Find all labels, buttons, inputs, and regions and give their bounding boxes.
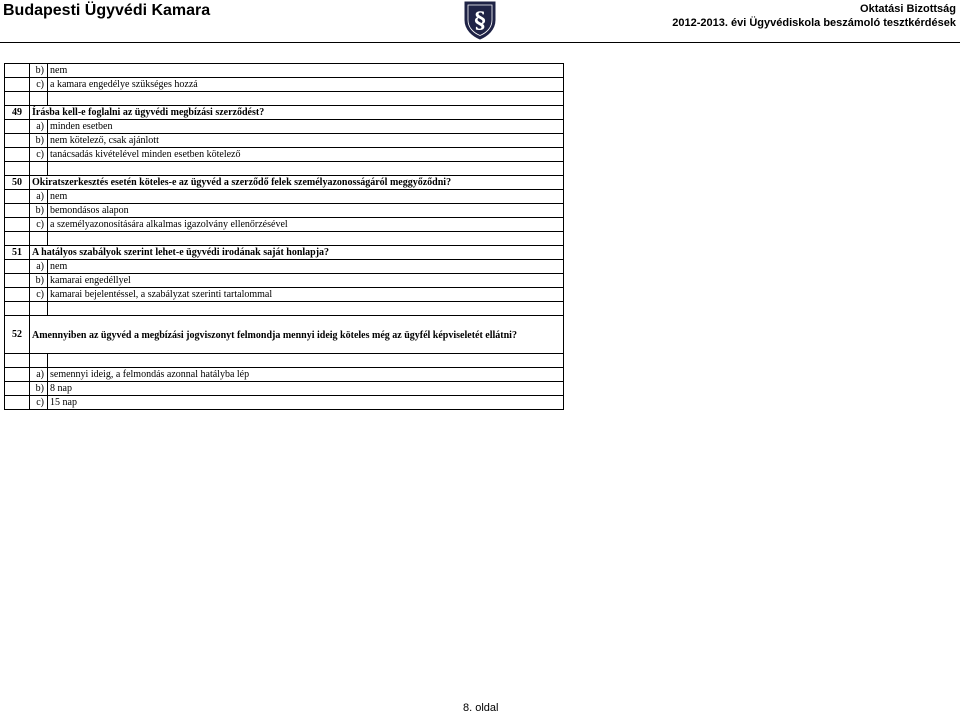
option-letter: c)	[30, 148, 48, 162]
option-row	[5, 368, 564, 382]
option-text: nem	[48, 64, 564, 78]
question-row	[5, 246, 564, 260]
option-letter: b)	[30, 64, 48, 78]
option-row	[5, 382, 564, 396]
option-text: tanácsadás kivételével minden esetben kötelező	[48, 148, 564, 162]
spacer-row	[5, 354, 564, 368]
option-letter: a)	[30, 190, 48, 204]
option-letter: c)	[30, 78, 48, 92]
option-letter: a)	[30, 120, 48, 134]
option-text: a személyazonosítására alkalmas igazolvány ellenőrzésével	[48, 218, 564, 232]
question-text: Okiratszerkesztés esetén köteles-e az ügyvéd a szerződő felek személyazonosságáról meggyőződni?	[30, 176, 564, 190]
organization-title: Budapesti Ügyvédi Kamara	[3, 2, 211, 19]
option-text: bemondásos alapon	[48, 204, 564, 218]
option-letter: c)	[30, 396, 48, 410]
document-subtitle: 2012-2013. évi Ügyvédiskola beszámoló tesztkérdések	[672, 17, 956, 29]
option-row	[5, 204, 564, 218]
option-letter: c)	[30, 218, 48, 232]
question-number: 51	[5, 246, 30, 260]
option-row	[5, 260, 564, 274]
question-table	[4, 63, 564, 410]
option-text: nem	[48, 260, 564, 274]
question-number: 49	[5, 106, 30, 120]
option-row	[5, 218, 564, 232]
option-row	[5, 396, 564, 410]
option-text: semennyi ideig, a felmondás azonnal hatályba lép	[48, 368, 564, 382]
option-text: 15 nap	[48, 396, 564, 410]
option-letter: c)	[30, 288, 48, 302]
option-row	[5, 134, 564, 148]
spacer-row	[5, 302, 564, 316]
question-number: 50	[5, 176, 30, 190]
spacer-row	[5, 162, 564, 176]
committee-title: Oktatási Bizottság	[860, 3, 956, 15]
header-right	[672, 2, 956, 30]
header-divider	[0, 42, 960, 43]
page-number: 8. oldal	[463, 702, 499, 714]
question-text: Írásba kell-e foglalni az ügyvédi megbízási szerződést?	[30, 106, 564, 120]
option-letter: a)	[30, 368, 48, 382]
option-row	[5, 190, 564, 204]
option-text: minden esetben	[48, 120, 564, 134]
question-number: 52	[5, 316, 30, 354]
question-text: Amennyiben az ügyvéd a megbízási jogviszonyt felmondja mennyi ideig köteles még az ügyfél képviseletét ellátni?	[30, 316, 564, 354]
option-letter: b)	[30, 134, 48, 148]
question-row	[5, 316, 564, 354]
option-text: kamarai bejelentéssel, a szabályzat szerinti tartalommal	[48, 288, 564, 302]
question-row	[5, 106, 564, 120]
option-text: a kamara engedélye szükséges hozzá	[48, 78, 564, 92]
option-row	[5, 288, 564, 302]
option-row	[5, 148, 564, 162]
option-letter: b)	[30, 204, 48, 218]
question-row	[5, 176, 564, 190]
option-text: kamarai engedéllyel	[48, 274, 564, 288]
option-letter: b)	[30, 274, 48, 288]
spacer-row	[5, 232, 564, 246]
bar-association-seal-icon	[463, 0, 497, 40]
question-text: A hatályos szabályok szerint lehet-e ügyvédi irodának saját honlapja?	[30, 246, 564, 260]
option-row	[5, 78, 564, 92]
option-text: nem kötelező, csak ajánlott	[48, 134, 564, 148]
option-row	[5, 64, 564, 78]
option-row	[5, 120, 564, 134]
option-text: nem	[48, 190, 564, 204]
spacer-row	[5, 92, 564, 106]
option-row	[5, 274, 564, 288]
section-sign-icon: §	[474, 8, 486, 34]
option-text: 8 nap	[48, 382, 564, 396]
option-letter: a)	[30, 260, 48, 274]
option-letter: b)	[30, 382, 48, 396]
